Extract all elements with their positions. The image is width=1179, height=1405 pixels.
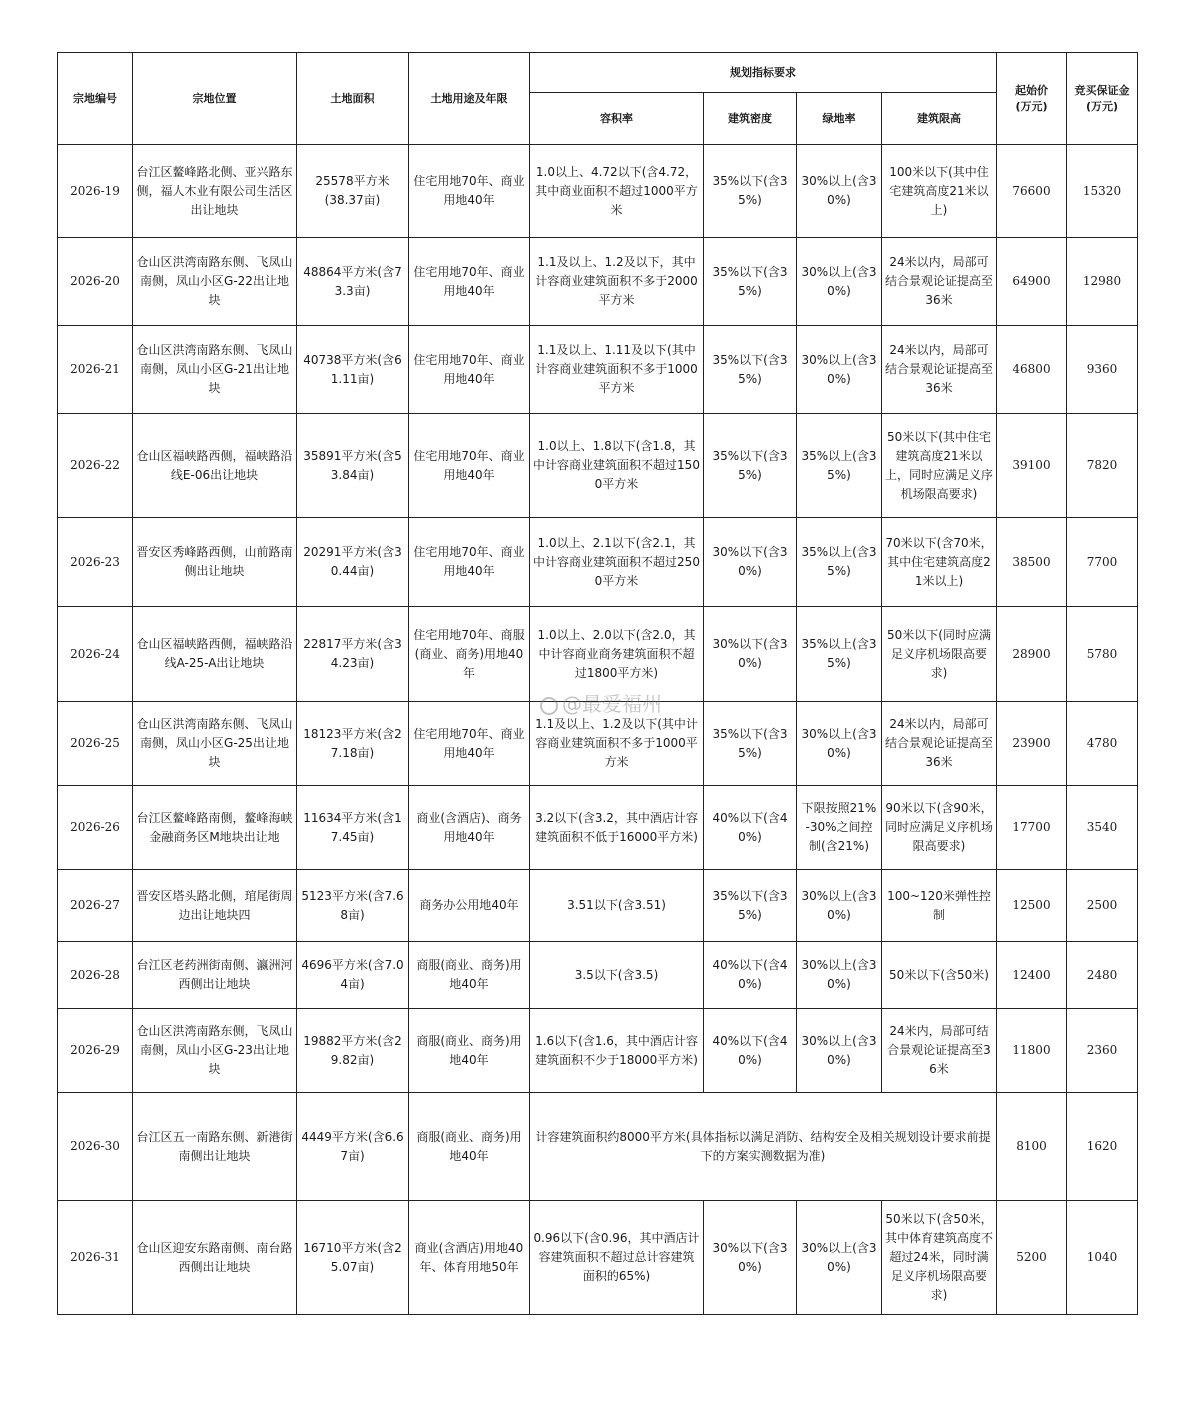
header-height: 建筑限高 xyxy=(882,93,997,145)
cell-deposit: 2500 xyxy=(1067,870,1138,942)
cell-location: 仓山区洪湾南路东侧、飞凤山南侧，凤山小区G-25出让地块 xyxy=(133,702,297,786)
cell-height: 50米以下(含50米，其中体育建筑高度不超过24米，同时满足义序机场限高要求) xyxy=(882,1201,997,1315)
cell-far: 1.1及以上、1.2及以下，其中计容商业建筑面积不多于2000平方米 xyxy=(530,238,704,326)
cell-area: 20291平方米(含30.44亩) xyxy=(297,518,409,607)
cell-area: 5123平方米(含7.68亩) xyxy=(297,870,409,942)
cell-deposit: 1620 xyxy=(1067,1093,1138,1201)
cell-id: 2026-25 xyxy=(58,702,133,786)
header-price: 起始价 (万元) xyxy=(997,53,1067,145)
table-row xyxy=(58,870,1138,942)
cell-price: 8100 xyxy=(997,1093,1067,1201)
cell-height: 24米以内，局部可结合景观论证提高至36米 xyxy=(882,238,997,326)
header-far: 容积率 xyxy=(530,93,704,145)
cell-height: 100~120米弹性控制 xyxy=(882,870,997,942)
cell-far: 1.1及以上、1.11及以下(其中计容商业建筑面积不多于1000平方米 xyxy=(530,326,704,414)
cell-price: 46800 xyxy=(997,326,1067,414)
cell-green: 30%以上(含30%) xyxy=(797,1009,882,1093)
cell-green: 30%以上(含30%) xyxy=(797,326,882,414)
table-row xyxy=(58,238,1138,326)
cell-density: 40%以下(含40%) xyxy=(704,786,797,870)
cell-green: 30%以上(含30%) xyxy=(797,238,882,326)
cell-density: 35%以下(含35%) xyxy=(704,238,797,326)
cell-deposit: 4780 xyxy=(1067,702,1138,786)
cell-deposit: 9360 xyxy=(1067,326,1138,414)
cell-location: 台江区鳌峰路北侧、亚兴路东侧，福人木业有限公司生活区出让地块 xyxy=(133,145,297,238)
cell-id: 2026-20 xyxy=(58,238,133,326)
header-area: 土地面积 xyxy=(297,53,409,145)
cell-deposit: 3540 xyxy=(1067,786,1138,870)
cell-id: 2026-21 xyxy=(58,326,133,414)
cell-merged: 计容建筑面积约8000平方米(具体指标以满足消防、结构安全及相关规划设计要求前提下的方案实测数据为准) xyxy=(530,1093,997,1201)
cell-deposit: 1040 xyxy=(1067,1201,1138,1315)
cell-price: 12400 xyxy=(997,942,1067,1009)
table-row xyxy=(58,942,1138,1009)
cell-deposit: 2360 xyxy=(1067,1009,1138,1093)
cell-density: 40%以下(含40%) xyxy=(704,1009,797,1093)
cell-area: 22817平方米(含34.23亩) xyxy=(297,607,409,702)
cell-price: 39100 xyxy=(997,414,1067,518)
cell-area: 48864平方米(含73.3亩) xyxy=(297,238,409,326)
table-row xyxy=(58,326,1138,414)
cell-far: 1.0以上、1.8以下(含1.8，其中计容商业建筑面积不超过1500平方米 xyxy=(530,414,704,518)
cell-green: 30%以上(含30%) xyxy=(797,942,882,1009)
cell-far: 1.0以上、2.0以下(含2.0，其中计容商业商务建筑面积不超过1800平方米) xyxy=(530,607,704,702)
cell-deposit: 7820 xyxy=(1067,414,1138,518)
cell-id: 2026-27 xyxy=(58,870,133,942)
cell-price: 64900 xyxy=(997,238,1067,326)
cell-area: 4449平方米(含6.67亩) xyxy=(297,1093,409,1201)
header-planning: 规划指标要求 xyxy=(530,53,997,93)
cell-id: 2026-28 xyxy=(58,942,133,1009)
cell-use: 住宅用地70年、商业用地40年 xyxy=(409,518,530,607)
cell-area: 11634平方米(含17.45亩) xyxy=(297,786,409,870)
cell-use: 商服(商业、商务)用地40年 xyxy=(409,1093,530,1201)
cell-height: 50米以下(其中住宅建筑高度21米以上，同时应满足义序机场限高要求) xyxy=(882,414,997,518)
table-row xyxy=(58,518,1138,607)
cell-location: 台江区老药洲街南侧、瀛洲河西侧出让地块 xyxy=(133,942,297,1009)
cell-height: 70米以下(含70米，其中住宅建筑高度21米以上) xyxy=(882,518,997,607)
cell-density: 30%以下(含30%) xyxy=(704,1201,797,1315)
cell-density: 35%以下(含35%) xyxy=(704,870,797,942)
cell-deposit: 12980 xyxy=(1067,238,1138,326)
cell-area: 19882平方米(含29.82亩) xyxy=(297,1009,409,1093)
cell-green: 30%以上(含30%) xyxy=(797,145,882,238)
cell-green: 30%以上(含30%) xyxy=(797,1201,882,1315)
cell-price: 5200 xyxy=(997,1201,1067,1315)
cell-id: 2026-22 xyxy=(58,414,133,518)
watermark-text: @最爱福州 xyxy=(562,692,662,716)
header-id: 宗地编号 xyxy=(58,53,133,145)
cell-height: 90米以下(含90米，同时应满足义序机场限高要求) xyxy=(882,786,997,870)
cell-use: 商业(含酒店)用地40年、体育用地50年 xyxy=(409,1201,530,1315)
table-body xyxy=(58,145,1138,1315)
header-use: 土地用途及年限 xyxy=(409,53,530,145)
cell-id: 2026-29 xyxy=(58,1009,133,1093)
table-row xyxy=(58,1201,1138,1315)
header-location: 宗地位置 xyxy=(133,53,297,145)
cell-price: 17700 xyxy=(997,786,1067,870)
cell-location: 晋安区秀峰路西侧，山前路南侧出让地块 xyxy=(133,518,297,607)
table-header xyxy=(58,53,1138,145)
cell-far: 1.0以上、4.72以下(含4.72，其中商业面积不超过1000平方米 xyxy=(530,145,704,238)
cell-density: 40%以下(含40%) xyxy=(704,942,797,1009)
cell-far: 1.0以上、2.1以下(含2.1，其中计容商业建筑面积不超过2500平方米 xyxy=(530,518,704,607)
cell-density: 30%以下(含30%) xyxy=(704,518,797,607)
cell-use: 住宅用地70年、商业用地40年 xyxy=(409,702,530,786)
header-green: 绿地率 xyxy=(797,93,882,145)
cell-price: 76600 xyxy=(997,145,1067,238)
cell-density: 35%以下(含35%) xyxy=(704,326,797,414)
cell-height: 50米以下(同时应满足义序机场限高要求) xyxy=(882,607,997,702)
cell-green: 35%以上(含35%) xyxy=(797,414,882,518)
cell-use: 住宅用地70年、商业用地40年 xyxy=(409,326,530,414)
cell-height: 100米以下(其中住宅建筑高度21米以上) xyxy=(882,145,997,238)
cell-area: 35891平方米(含53.84亩) xyxy=(297,414,409,518)
header-density: 建筑密度 xyxy=(704,93,797,145)
cell-far: 1.1及以上、1.2及以下(其中计容商业建筑面积不多于1000平方米 xyxy=(530,702,704,786)
cell-use: 商务办公用地40年 xyxy=(409,870,530,942)
cell-use: 商业(含酒店)、商务用地40年 xyxy=(409,786,530,870)
cell-location: 晋安区塔头路北侧，琯尾街周边出让地块四 xyxy=(133,870,297,942)
watermark xyxy=(540,688,662,717)
cell-use: 商服(商业、商务)用地40年 xyxy=(409,942,530,1009)
cell-far: 3.2以下(含3.2，其中酒店计容建筑面积不低于16000平方米) xyxy=(530,786,704,870)
cell-area: 16710平方米(含25.07亩) xyxy=(297,1201,409,1315)
table-row xyxy=(58,414,1138,518)
cell-density: 35%以下(含35%) xyxy=(704,702,797,786)
cell-location: 仓山区福峡路西侧，福峡路沿线E-06出让地块 xyxy=(133,414,297,518)
cell-use: 住宅用地70年、商业用地40年 xyxy=(409,238,530,326)
cell-price: 12500 xyxy=(997,870,1067,942)
cell-far: 0.96以下(含0.96，其中酒店计容建筑面积不超过总计容建筑面积的65%) xyxy=(530,1201,704,1315)
cell-price: 38500 xyxy=(997,518,1067,607)
cell-height: 24米内，局部可结合景观论证提高至36米 xyxy=(882,1009,997,1093)
cell-id: 2026-31 xyxy=(58,1201,133,1315)
cell-deposit: 2480 xyxy=(1067,942,1138,1009)
cell-density: 35%以下(含35%) xyxy=(704,145,797,238)
cell-deposit: 5780 xyxy=(1067,607,1138,702)
cell-id: 2026-19 xyxy=(58,145,133,238)
cell-area: 25578平方米 (38.37亩) xyxy=(297,145,409,238)
cell-density: 35%以下(含35%) xyxy=(704,414,797,518)
land-parcel-table xyxy=(57,52,1138,1315)
cell-green: 30%以上(含30%) xyxy=(797,870,882,942)
cell-use: 住宅用地70年、商服(商业、商务)用地40年 xyxy=(409,607,530,702)
cell-green: 下限按照21%-30%之间控制(含21%) xyxy=(797,786,882,870)
cell-green: 35%以上(含35%) xyxy=(797,518,882,607)
cell-location: 仓山区福峡路西侧，福峡路沿线A-25-A出让地块 xyxy=(133,607,297,702)
cell-deposit: 15320 xyxy=(1067,145,1138,238)
cell-use: 住宅用地70年、商业用地40年 xyxy=(409,414,530,518)
cell-location: 台江区五一南路东侧、新港街南侧出让地块 xyxy=(133,1093,297,1201)
cell-green: 35%以上(含35%) xyxy=(797,607,882,702)
table-row xyxy=(58,145,1138,238)
cell-area: 4696平方米(含7.04亩) xyxy=(297,942,409,1009)
cell-use: 住宅用地70年、商业用地40年 xyxy=(409,145,530,238)
cell-location: 仓山区迎安东路南侧、南台路西侧出让地块 xyxy=(133,1201,297,1315)
cell-far: 3.5以下(含3.5) xyxy=(530,942,704,1009)
cell-price: 28900 xyxy=(997,607,1067,702)
cell-use: 商服(商业、商务)用地40年 xyxy=(409,1009,530,1093)
cell-height: 24米以内，局部可结合景观论证提高至36米 xyxy=(882,702,997,786)
table-row xyxy=(58,1093,1138,1201)
table-row xyxy=(58,786,1138,870)
cell-price: 11800 xyxy=(997,1009,1067,1093)
cell-height: 50米以下(含50米) xyxy=(882,942,997,1009)
cell-id: 2026-24 xyxy=(58,607,133,702)
cell-location: 仓山区洪湾南路东侧、飞凤山南侧，凤山小区G-22出让地块 xyxy=(133,238,297,326)
cell-location: 仓山区洪湾南路东侧，飞凤山南侧，凤山小区G-23出让地块 xyxy=(133,1009,297,1093)
weibo-icon xyxy=(540,697,558,715)
cell-location: 仓山区洪湾南路东侧、飞凤山南侧，凤山小区G-21出让地块 xyxy=(133,326,297,414)
cell-far: 1.6以下(含1.6，其中酒店计容建筑面积不少于18000平方米) xyxy=(530,1009,704,1093)
cell-area: 18123平方米(含27.18亩) xyxy=(297,702,409,786)
cell-far: 3.51以下(含3.51) xyxy=(530,870,704,942)
header-deposit: 竞买保证金 (万元) xyxy=(1067,53,1138,145)
cell-density: 30%以下(含30%) xyxy=(704,607,797,702)
cell-id: 2026-23 xyxy=(58,518,133,607)
cell-id: 2026-26 xyxy=(58,786,133,870)
cell-height: 24米以内，局部可结合景观论证提高至36米 xyxy=(882,326,997,414)
cell-id: 2026-30 xyxy=(58,1093,133,1201)
cell-area: 40738平方米(含61.11亩) xyxy=(297,326,409,414)
cell-deposit: 7700 xyxy=(1067,518,1138,607)
cell-green: 30%以上(含30%) xyxy=(797,702,882,786)
cell-price: 23900 xyxy=(997,702,1067,786)
cell-location: 台江区鳌峰路南侧，鳌峰海峡金融商务区M地块出让地 xyxy=(133,786,297,870)
table-row xyxy=(58,1009,1138,1093)
